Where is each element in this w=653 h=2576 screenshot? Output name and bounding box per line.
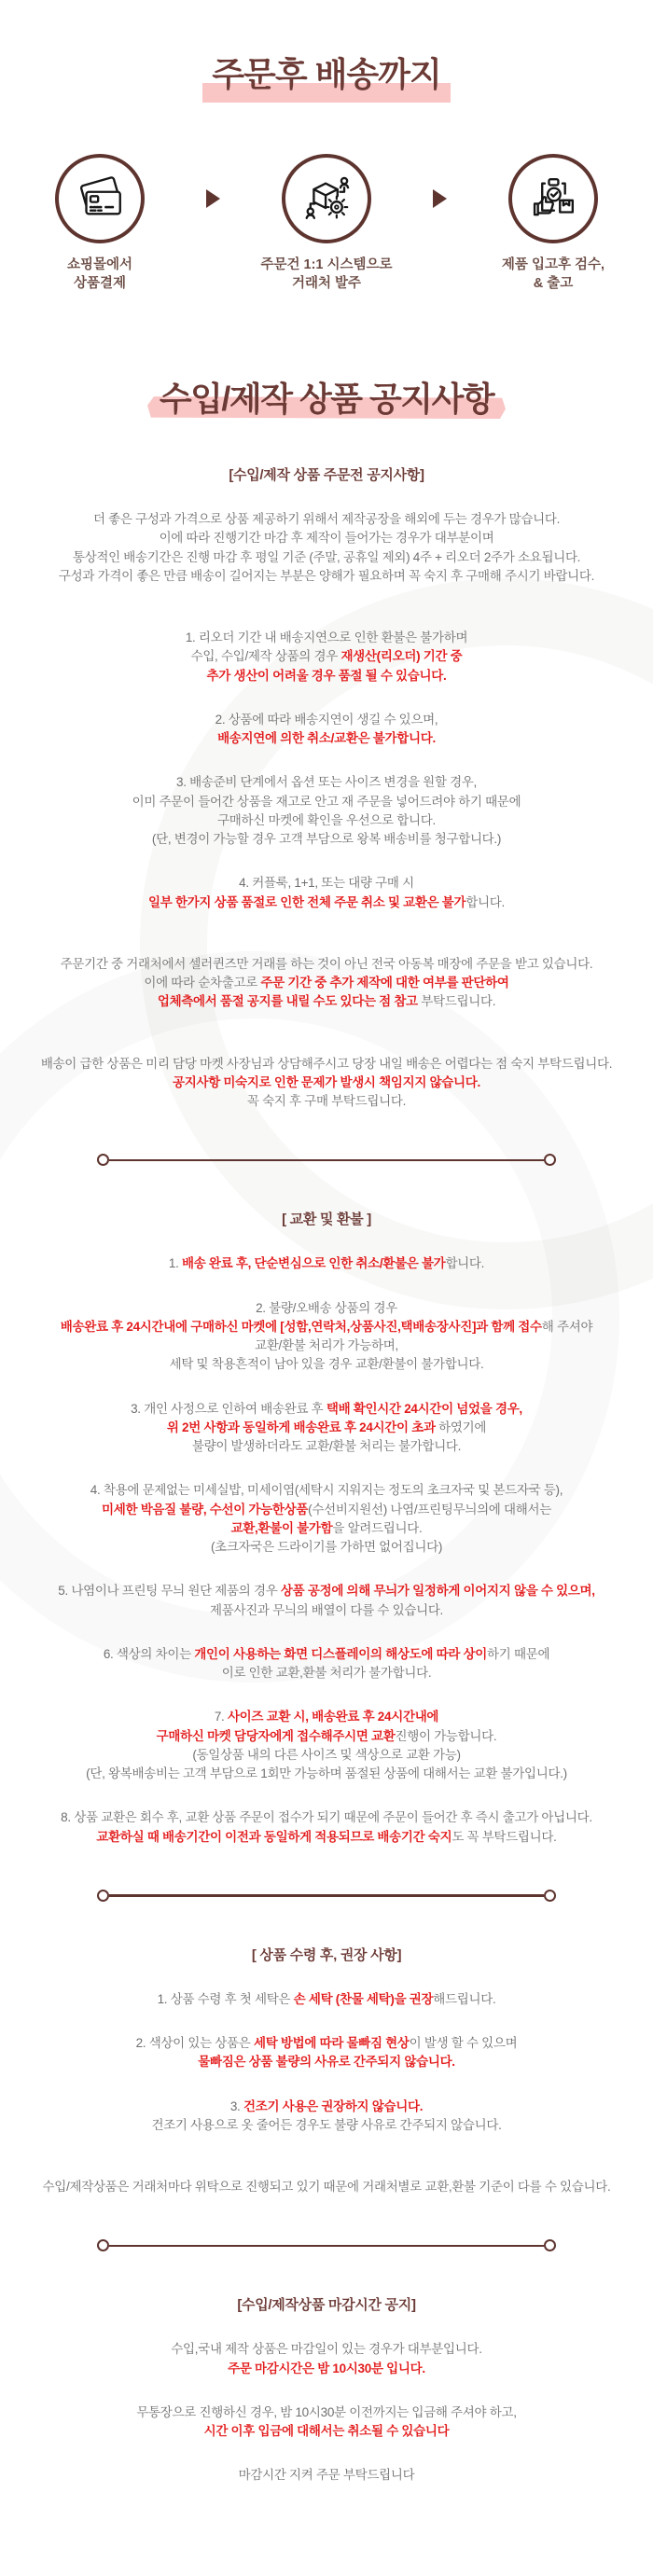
notice-paragraph [19,1254,634,1273]
notice-paragraph [19,629,634,686]
notice-paragraph [19,1990,634,2009]
highlight-text: 배송 완료 후, 단순변심으로 인한 취소/환불은 불가 [182,1256,446,1271]
text-line [19,1073,634,1092]
highlight-text: 업체측에서 품절 공지를 내릴 수도 있다는 점 참고 [157,994,418,1009]
arrow-right-icon [206,189,220,208]
highlight-text: 구매하신 마켓 담당자에게 접수해주시면 교환 [156,1728,396,1743]
notice-paragraph [19,2034,634,2072]
text-line: 3. 건조기 사용은 권장하지 않습니다. [229,2098,424,2113]
inspection-icon [508,154,598,243]
divider-ring [97,2239,109,2251]
text-line: 1. 상품 수령 후 첫 세탁은 손 세탁 (찬물 세탁)을 권장해드립니다. [157,1991,496,2006]
highlight-text: 택배 확인시간 24시간이 넘었을 경우, [326,1401,522,1416]
notice-blocks [19,464,634,2486]
highlight-text: 일부 한가지 상품 품절로 인한 전체 주문 취소 및 교환은 불가 [148,894,466,909]
highlight-text: 물빠짐은 상품 불량의 사유로 간주되지 않습니다. [198,2055,455,2070]
step-caption [502,256,604,293]
text-line: 배송완료 후 24시간내에 구매하신 마켓에 [성함,연락처,상품사진,택배송장사진]과 함께 접수해 주셔야 [60,1319,593,1334]
section-heading: [수입/제작상품 마감시간 공지] [237,2297,416,2314]
credit-card-icon [55,154,145,243]
text-line: 구성과 가격이 좋은 만큼 배송이 길어지는 부분은 양해가 필요하며 꼭 숙지 후 구매해 주시기 바랍니다. [58,568,595,583]
notice-paragraph [19,1582,634,1620]
text-line: 수입/제작상품은 거래처마다 위탁으로 진행되고 있기 때문에 거래처별로 교환,환불 기준이 다를 수 있습니다. [42,2180,611,2195]
process-steps [19,154,634,293]
text-line: 더 좋은 구성과 가격으로 상품 제공하기 위해서 제작공장을 해외에 두는 경우가 많습니다. [92,512,561,527]
text-line: 꼭 숙지 후 구매 부탁드립니다. [246,1094,407,1109]
text-line: 세탁 및 착용흔적이 남아 있을 경우 교환/환불이 불가합니다. [169,1357,484,1372]
process-step [21,154,178,293]
text-line: 구매하신 마켓 담당자에게 접수해주시면 교환진행이 가능합니다. [156,1728,497,1743]
notice-paragraph [19,1708,634,1783]
step-caption [67,256,132,293]
text-line: 위 2번 사항과 동일하게 배송완료 후 24시간이 초과 하였기에 [166,1420,487,1434]
highlight-text: 교환하실 때 배송기간이 이전과 동일하게 적용되므로 배송기간 숙지 [96,1829,452,1844]
text-line: 배송이 급한 상품은 미리 담당 마켓 사장님과 상담해주시고 당장 내일 배송은 어렵다는 점 숙지 부탁드립니다. [40,1056,613,1071]
notice-paragraph [19,1481,634,1557]
text-line: 2. 불량/오배송 상품의 경우 [256,1300,397,1315]
text-line: 건조기 사용으로 옷 줄어든 경우도 불량 사유로 간주되지 않습니다. [151,2117,502,2132]
product-notice-section [19,373,634,2486]
highlight-text: 주문 마감시간은 밤 10시30분 입니다. [228,2361,425,2375]
highlight-text: 건조기 사용은 권장하지 않습니다. [243,2098,424,2113]
notice-paragraph [19,2098,634,2136]
notice-paragraph [19,773,634,849]
notice-title-text: 수입/제작 상품 공지사항 [159,380,494,419]
text-line: 일부 한가지 상품 품절로 인한 전체 주문 취소 및 교환은 불가합니다. [148,894,505,909]
divider-ring [97,1154,109,1166]
notice-paragraph [19,1645,634,1683]
caption-line: 제품 입고후 검수, [501,257,605,272]
section-divider [97,2239,556,2251]
text-line [19,2053,634,2071]
text-line: 1. 배송 완료 후, 단순변심으로 인한 취소/환불은 불가합니다. [168,1256,485,1271]
highlight-text: 사이즈 교환 시, 배송완료 후 24시간내에 [227,1710,439,1724]
caption-line: 쇼핑몰에서 [66,257,133,272]
text-line: 교환,환불이 불가함을 알려드립니다. [230,1520,423,1535]
text-line: 마감시간 지켜 주문 부탁드립니다 [238,2468,415,2483]
highlight-text: 상품 공정에 의해 무늬가 일정하게 이어지지 않을 수 있으며, [280,1584,595,1599]
notice-paragraph [19,874,634,912]
process-step [248,154,405,293]
highlight-text: 개인이 사용하는 화면 디스플레이의 해상도에 따라 상이 [194,1646,488,1661]
divider-line [109,1159,544,1162]
section-divider [97,1890,556,1902]
text-line: 주문기간 중 거래처에서 셀러퀸즈만 거래를 하는 것이 아닌 전국 아동복 매장에 주문을 받고 있습니다. [60,956,593,971]
text-line: 3. 배송준비 단계에서 옵션 또는 사이즈 변경을 원할 경우, [175,775,478,790]
text-line: 6. 색상의 차이는 개인이 사용하는 화면 디스플레이의 해상도에 따라 상이하기 때문에 [103,1646,550,1661]
text-line: 이에 따라 순차출고로 주문 기간 중 추가 제작에 대한 여부를 판단하여 [144,976,509,990]
process-step [475,154,632,293]
text-line [19,2360,634,2378]
highlight-text: 미세한 박음질 불량, 수선이 가능한상품 [102,1502,309,1517]
text-line: 4. 착용에 문제없는 미세실밥, 미세이염(세탁시 지워지는 정도의 초크자국 및 본드자국 등), [90,1483,563,1498]
highlight-text: 배송지연에 의한 취소/교환은 불가합니다. [217,731,436,746]
text-line [19,2422,634,2441]
text-line: 통상적인 배송기간은 진행 마감 후 평일 기준 (주말, 공휴일 제외) 4주 + 리오더 2주가 소요됩니다. [72,549,581,564]
text-line: 교환/환불 처리가 가능하며, [255,1338,398,1353]
highlight-text: 시간 이후 입금에 대해서는 취소될 수 있습니다 [203,2424,450,2439]
text-line: 2. 상품에 따라 배송지연이 생길 수 있으며, [215,712,438,727]
text-line: 수입,국내 제작 상품은 마감일이 있는 경우가 대부분입니다. [171,2342,482,2357]
process-title-text: 주문후 배송까지 [212,48,440,96]
highlight-text: 손 세탁 (찬물 세탁)을 권장 [293,1991,434,2006]
highlight-text: 재생산(리오더) 기간 중 [340,649,463,664]
highlight-text: 공지사항 미숙지로 인한 문제가 발생시 책임지지 않습니다. [173,1074,480,1089]
highlight-text: 교환,환불이 불가함 [230,1520,333,1535]
text-line: 1. 리오더 기간 내 배송지연으로 인한 환불은 불가하며 [185,630,468,645]
text-line [19,667,634,686]
highlight-text: 위 2번 사항과 동일하게 배송완료 후 24시간이 초과 [166,1420,436,1434]
text-line: 불량이 발생하더라도 교환/환불 처리는 불가합니다. [191,1439,462,1454]
notice-title [19,373,634,422]
order-to-delivery-section [19,48,634,293]
notice-paragraph [19,711,634,749]
caption-line: 상품결제 [73,275,126,291]
notice-paragraph [19,955,634,1012]
caption-line: 주문건 1:1 시스템으로 [260,257,393,272]
section-divider [97,1154,556,1166]
text-line: 수입, 수입/제작 상품의 경우 재생산(리오더) 기간 중 [190,649,463,664]
text-line: 2. 색상이 있는 상품은 세탁 방법에 따라 물빠짐 현상이 발생 할 수 있으며 [135,2036,518,2051]
notice-paragraph [19,1400,634,1457]
notice-paragraph [19,2340,634,2378]
step-caption [260,256,392,293]
text-line: 7. 사이즈 교환 시, 배송완료 후 24시간내에 [214,1710,439,1724]
process-title [19,48,634,96]
divider-ring [544,1890,556,1902]
highlight-text: 주문 기간 중 추가 제작에 대한 여부를 판단하여 [260,976,509,990]
divider-ring [544,2239,556,2251]
text-line: (단, 왕복배송비는 고객 부담으로 1회만 가능하며 품절된 상품에 대해서는 교환 불가입니다.) [86,1766,567,1781]
text-line: 이미 주문이 들어간 상품을 재고로 안고 재 주문을 넣어드려야 하기 때문에 [132,794,521,809]
section-heading: [수입/제작 상품 주문전 공지사항] [229,467,424,484]
divider-line [109,2245,544,2248]
notice-paragraph [19,2466,634,2485]
divider-line [109,1894,544,1897]
caption-line: 거래처 발주 [291,275,362,291]
notice-paragraph [19,2403,634,2442]
text-line: 5. 나염이나 프린팅 무늬 원단 제품의 경우 상품 공정에 의해 무늬가 일정하게 이어지지 않을 수 있으며, [58,1584,595,1599]
text-line: (단, 변경이 가능할 경우 고객 부담으로 왕복 배송비를 청구합니다.) [151,832,502,847]
highlight-text: 배송완료 후 24시간내에 구매하신 마켓에 [성함,연락처,상품사진,택배송장사진]과 함께 접수 [60,1319,542,1334]
text-line: 제품사진과 무늬의 배열이 다를 수 있습니다. [209,1602,444,1617]
text-line: 8. 상품 교환은 회수 후, 교환 상품 주문이 접수가 되기 때문에 주문이 들어간 후 즉시 출고가 아닙니다. [61,1810,592,1825]
notice-paragraph [19,1808,634,1847]
text-line: 무통장으로 진행하신 경우, 밤 10시30분 이전까지는 입금해 주셔야 하고, [136,2404,517,2419]
text-line: 4. 커플룩, 1+1, 또는 대량 구매 시 [239,876,414,891]
highlight-text: 세탁 방법에 따라 물빠짐 현상 [253,2036,410,2051]
notice-paragraph [19,510,634,586]
text-line: 교환하실 때 배송기간이 이전과 동일하게 적용되므로 배송기간 숙지도 꼭 부탁드립니다. [96,1829,557,1844]
text-line: 3. 개인 사정으로 인하여 배송완료 후 택배 확인시간 24시간이 넘었을 경우, [131,1401,522,1416]
order-system-icon [282,154,371,243]
text-line: (동일상품 내의 다른 사이즈 및 색상으로 교환 가능) [192,1747,461,1762]
text-line: 구매하신 마켓에 확인을 우선으로 합니다. [217,812,436,827]
text-line: 미세한 박음질 불량, 수선이 가능한상품(수선비지원선) 나염/프린팅무늬의에 대해서는 [102,1502,551,1517]
text-line: (초크자국은 드라이기를 가하면 없어집니다) [210,1540,443,1555]
notice-paragraph [19,1055,634,1112]
caption-line: & 출고 [533,275,574,291]
divider-ring [97,1890,109,1902]
highlight-text: 추가 생산이 어려울 경우 품절 될 수 있습니다. [206,668,447,683]
divider-ring [544,1154,556,1166]
text-line [19,729,634,748]
section-heading: [ 상품 수령 후, 권장 사항] [251,1946,402,1963]
text-line: 이에 따라 진행기간 마감 후 제작이 들어가는 경우가 대부분이며 [159,531,494,546]
text-line: 업체측에서 품절 공지를 내릴 수도 있다는 점 참고 부탁드립니다. [157,994,496,1009]
arrow-right-icon [433,189,447,208]
section-heading: [ 교환 및 환불 ] [282,1212,371,1228]
notice-paragraph [19,1299,634,1375]
notice-paragraph [19,2178,634,2196]
text-line: 이로 인한 교환,환불 처리가 불가합니다. [221,1666,432,1681]
